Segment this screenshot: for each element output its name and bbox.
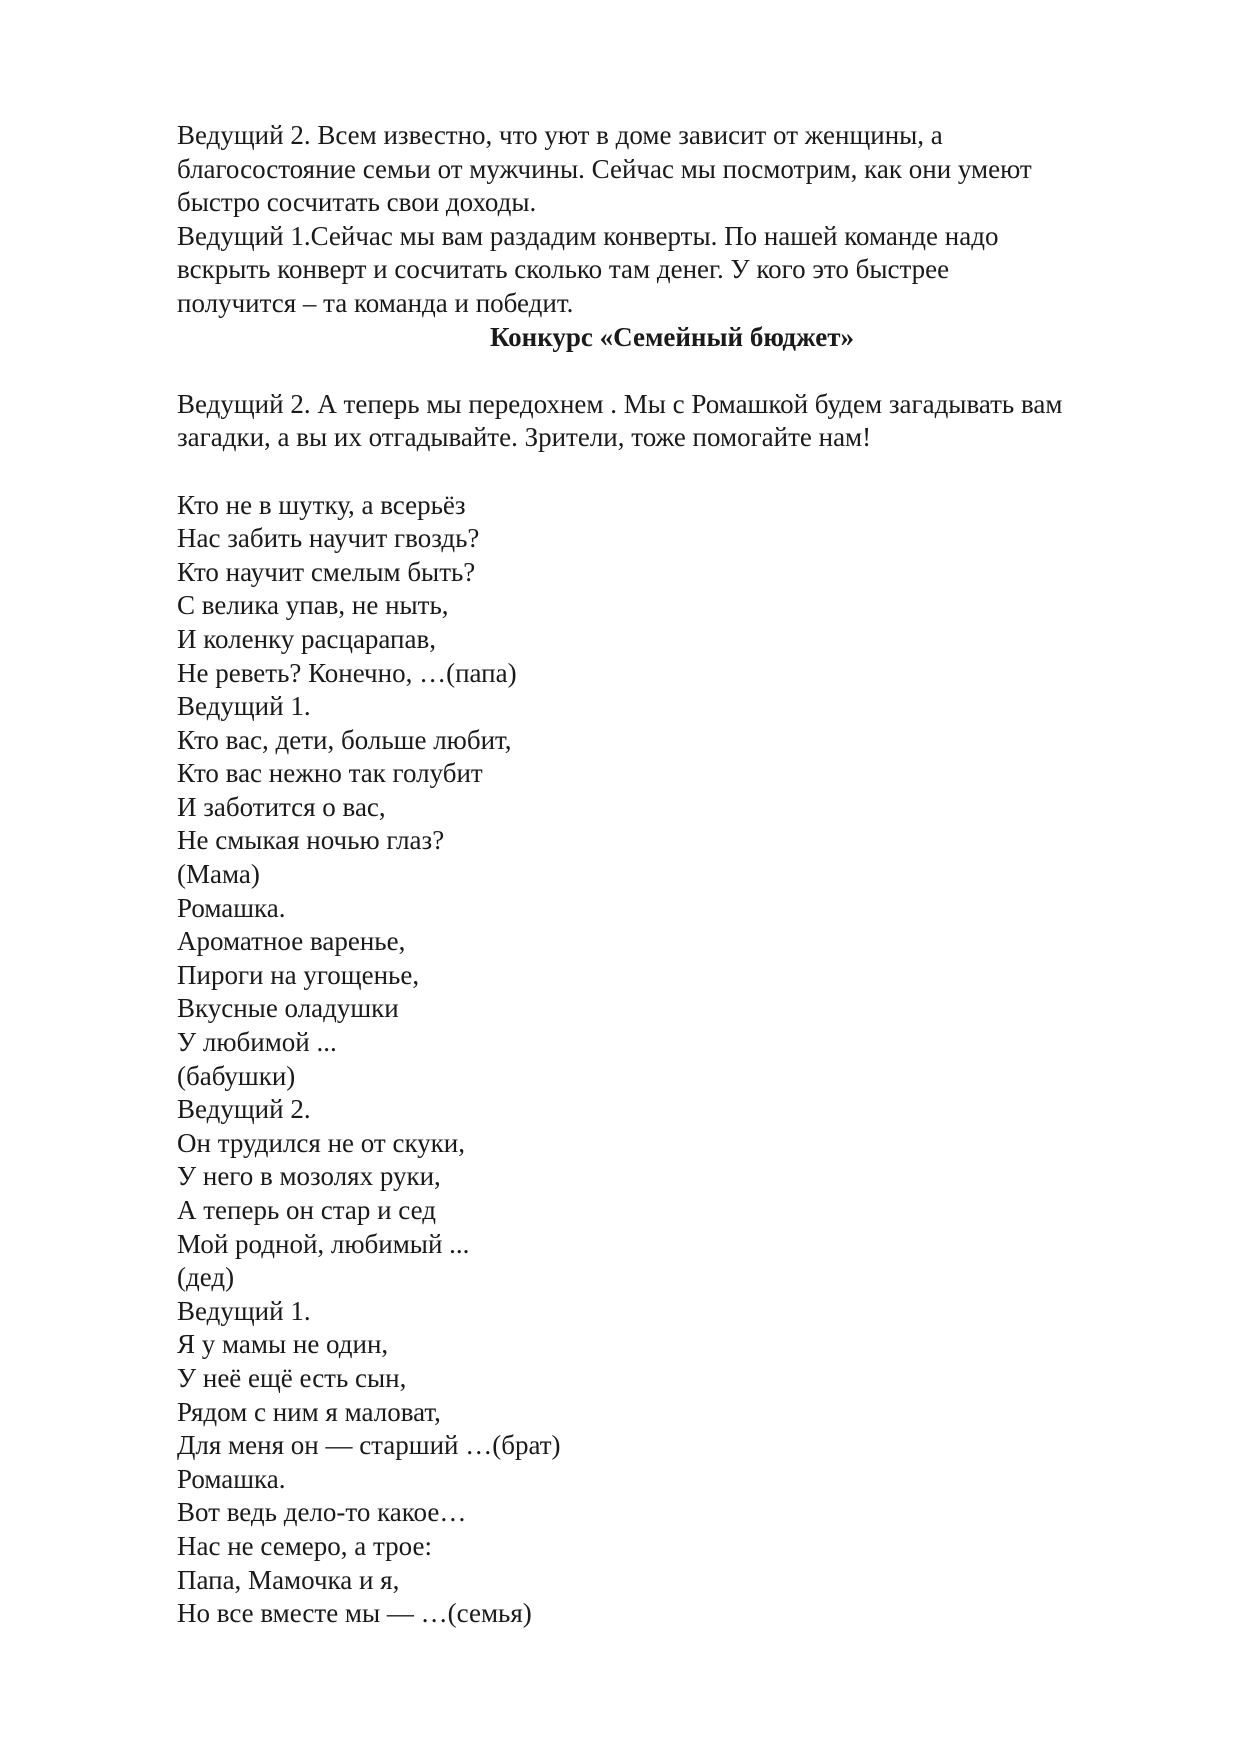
riddle-line: Пироги на угощенье, (177, 959, 420, 990)
riddle-line: Рядом с ним я маловат, (177, 1396, 441, 1427)
riddle-line: У неё ещё есть сын, (177, 1362, 407, 1393)
riddle-line: И заботится о вас, (177, 791, 386, 822)
speaker-label: Ромашка. (177, 892, 286, 923)
riddle-line: Вот ведь дело-то какое… (177, 1497, 467, 1528)
riddle-line: И коленку расцарапав, (177, 623, 436, 654)
riddle-line: А теперь он стар и сед (177, 1195, 436, 1225)
riddle-line: Мой родной, любимый ... (177, 1228, 470, 1259)
speaker-label: Ведущий 2. (177, 1094, 311, 1125)
riddle-line: Он трудился не от скуки, (177, 1127, 465, 1158)
riddle-line: Нас не семеро, а трое: (177, 1530, 432, 1561)
riddle-line: У любимой ... (177, 1027, 337, 1058)
intro-paragraph (177, 119, 1167, 321)
document-body (177, 119, 1167, 1631)
riddle-line: Папа, Мамочка и я, (177, 1564, 400, 1595)
text-line: загадки, а вы их отгадывайте. Зрители, тоже помогайте нам! (177, 422, 872, 453)
riddles-intro (177, 388, 1167, 455)
contest-heading: Конкурс «Семейный бюджет» (489, 321, 855, 352)
riddles-list (177, 489, 1167, 1631)
riddle-line: Ароматное варенье, (177, 926, 406, 957)
riddle-answer: (Мама) (177, 859, 260, 890)
riddle-answer: (бабушки) (177, 1060, 296, 1091)
blank-line (177, 455, 1167, 489)
riddle-line: Кто научит смелым быть? (177, 556, 476, 587)
riddle-line: Кто вас нежно так голубит (177, 758, 483, 789)
speaker-label: Ромашка. (177, 1463, 286, 1494)
riddle-line: Не реветь? Конечно, …(папа) (177, 657, 517, 688)
speaker-label: Ведущий 1. (177, 1295, 311, 1326)
text-line: благосостояние семьи от мужчины. Сейчас мы посмотрим, как они умеют (177, 153, 1032, 184)
riddle-line: С велика упав, не ныть, (177, 590, 449, 621)
riddle-line: Но все вместе мы — …(семья) (177, 1598, 532, 1629)
text-line: вскрыть конверт и сосчитать сколько там денег. У кого это быстрее (177, 254, 950, 285)
riddle-line: Кто не в шутку, а всерьёз (177, 489, 466, 520)
riddle-line: Я у мамы не один, (177, 1329, 389, 1360)
text-line: Ведущий 1.Сейчас мы вам раздадим конверты. По нашей команде надо (177, 220, 999, 251)
riddle-line: Нас забить научит гвоздь? (177, 523, 480, 554)
riddle-line: Вкусные оладушки (177, 993, 399, 1024)
riddle-line: Для меня он — старший …(брат) (177, 1430, 561, 1461)
text-line: Ведущий 2. А теперь мы передохнем . Мы с Ромашкой будем загадывать вам (177, 388, 1063, 419)
blank-line (177, 354, 1167, 388)
text-line: быстро сосчитать свои доходы. (177, 187, 537, 218)
speaker-label: Ведущий 1. (177, 691, 311, 722)
text-line: Ведущий 2. Всем известно, что уют в доме зависит от женщины, а (177, 120, 943, 150)
riddle-line: Кто вас, дети, больше любит, (177, 724, 512, 755)
text-line: получится – та команда и победит. (177, 287, 574, 318)
riddle-line: У него в мозолях руки, (177, 1161, 441, 1192)
riddle-line: Не смыкая ночью глаз? (177, 825, 445, 856)
riddle-answer: (дед) (177, 1262, 235, 1293)
